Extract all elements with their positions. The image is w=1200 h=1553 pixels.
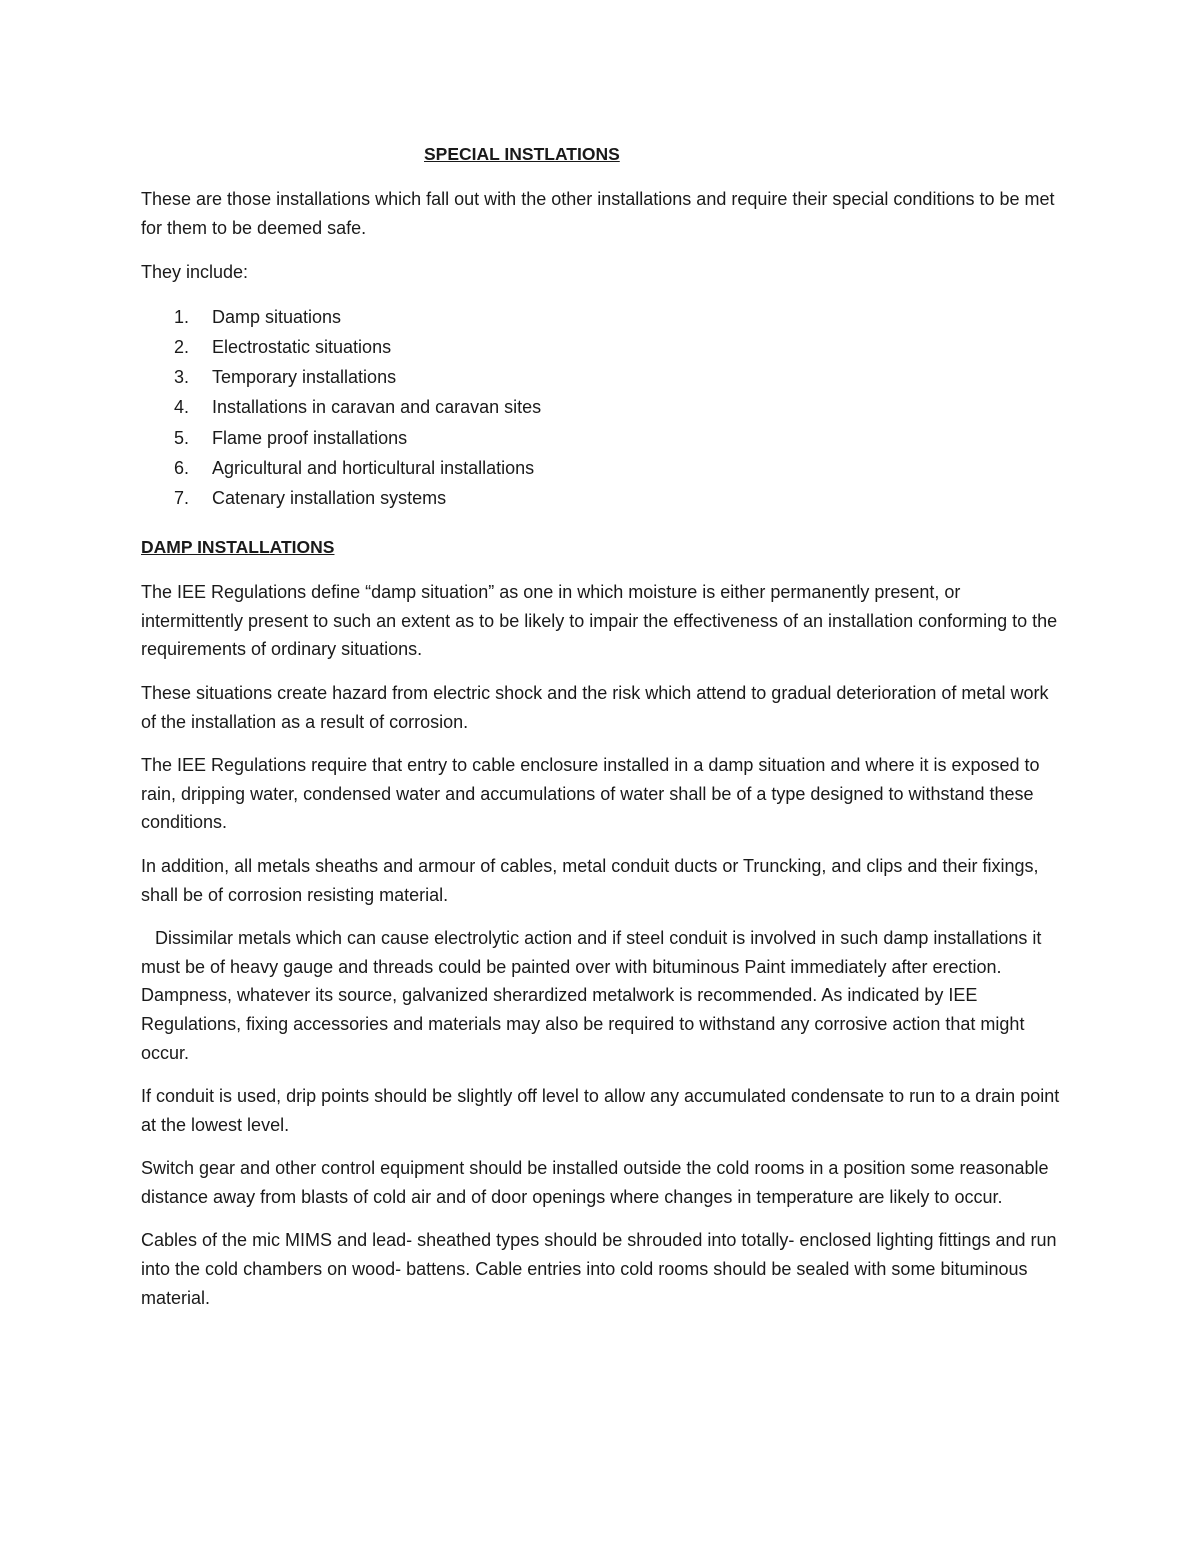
- intro-paragraph: These are those installations which fall out with the other installations and require their special conditions to be met for them to be deemed safe.: [141, 189, 1055, 238]
- list-item-text: Electrostatic situations: [212, 336, 392, 357]
- list-item-number: 5.: [174, 427, 190, 448]
- list-item-number: 7.: [174, 488, 190, 508]
- list-item-number: 1.: [174, 306, 190, 327]
- body-paragraph: Switch gear and other control equipment should be installed outside the cold rooms in a position some reasonable distance away from blasts of cold air and of door openings where changes in temperature are likely to occur.: [141, 1158, 1049, 1207]
- list-item-text: Flame proof installations: [212, 427, 408, 448]
- body-paragraph: The IEE Regulations define “damp situation” as one in which moisture is either permanently present, or intermittently present to such an extent as to be likely to impair the effectiveness of an installation conforming to the requirements of ordinary situations.: [141, 582, 1058, 660]
- damp-installations-heading: DAMP INSTALLATIONS: [141, 537, 335, 558]
- list-item-number: 6.: [174, 457, 190, 478]
- installation-list: [141, 302, 1061, 513]
- list-item: [141, 483, 1061, 513]
- list-item-text: Temporary installations: [212, 367, 397, 388]
- list-item: [141, 302, 1061, 332]
- list-item: [141, 453, 1061, 483]
- body-paragraph: Cables of the mic MIMS and lead- sheathed types should be shrouded into totally- enclosed lighting fittings and run into the cold chambers on wood- battens. Cable entries into cold rooms should be sealed with some bituminous material.: [141, 1230, 1057, 1308]
- list-item: [141, 332, 1061, 362]
- list-item-text: Installations in caravan and caravan sites: [212, 397, 542, 418]
- list-item-text: Catenary installation systems: [212, 488, 447, 508]
- list-item-number: 3.: [174, 367, 190, 388]
- document-page: [141, 140, 1061, 1327]
- list-item: [141, 362, 1061, 392]
- list-item-text: Damp situations: [212, 306, 342, 327]
- list-item-number: 2.: [174, 336, 190, 357]
- body-paragraph: If conduit is used, drip points should be slightly off level to allow any accumulated condensate to run to a drain point at the lowest level.: [141, 1086, 1060, 1135]
- body-paragraph: These situations create hazard from electric shock and the risk which attend to gradual deterioration of metal work of the installation as a result of corrosion.: [141, 682, 1049, 732]
- body-paragraph: Dissimilar metals which can cause electrolytic action and if steel conduit is involved in such damp installations it must be of heavy gauge and threads could be painted over with bituminous Paint immediately after erection. Dampness, whatever its source, galvanized sherardized metalwork is recommended. As indicated by IEE Regulations, fixing accessories and materials may also be required to withstand any corrosive action that might occur.: [141, 928, 1042, 1063]
- body-paragraph: The IEE Regulations require that entry to cable enclosure installed in a damp situation and where it is exposed to rain, dripping water, condensed water and accumulations of water shall be of a type designed to withstand these conditions.: [141, 755, 1040, 833]
- body-paragraph: In addition, all metals sheaths and armour of cables, metal conduit ducts or Truncking, and clips and their fixings, shall be of corrosion resisting material.: [141, 855, 1039, 905]
- document-title: SPECIAL INSTLATIONS: [424, 144, 620, 164]
- list-item-number: 4.: [174, 397, 190, 418]
- list-item: [141, 423, 1061, 453]
- include-label: They include:: [141, 262, 249, 283]
- list-item: [141, 392, 1061, 422]
- list-item-text: Agricultural and horticultural installations: [212, 457, 535, 478]
